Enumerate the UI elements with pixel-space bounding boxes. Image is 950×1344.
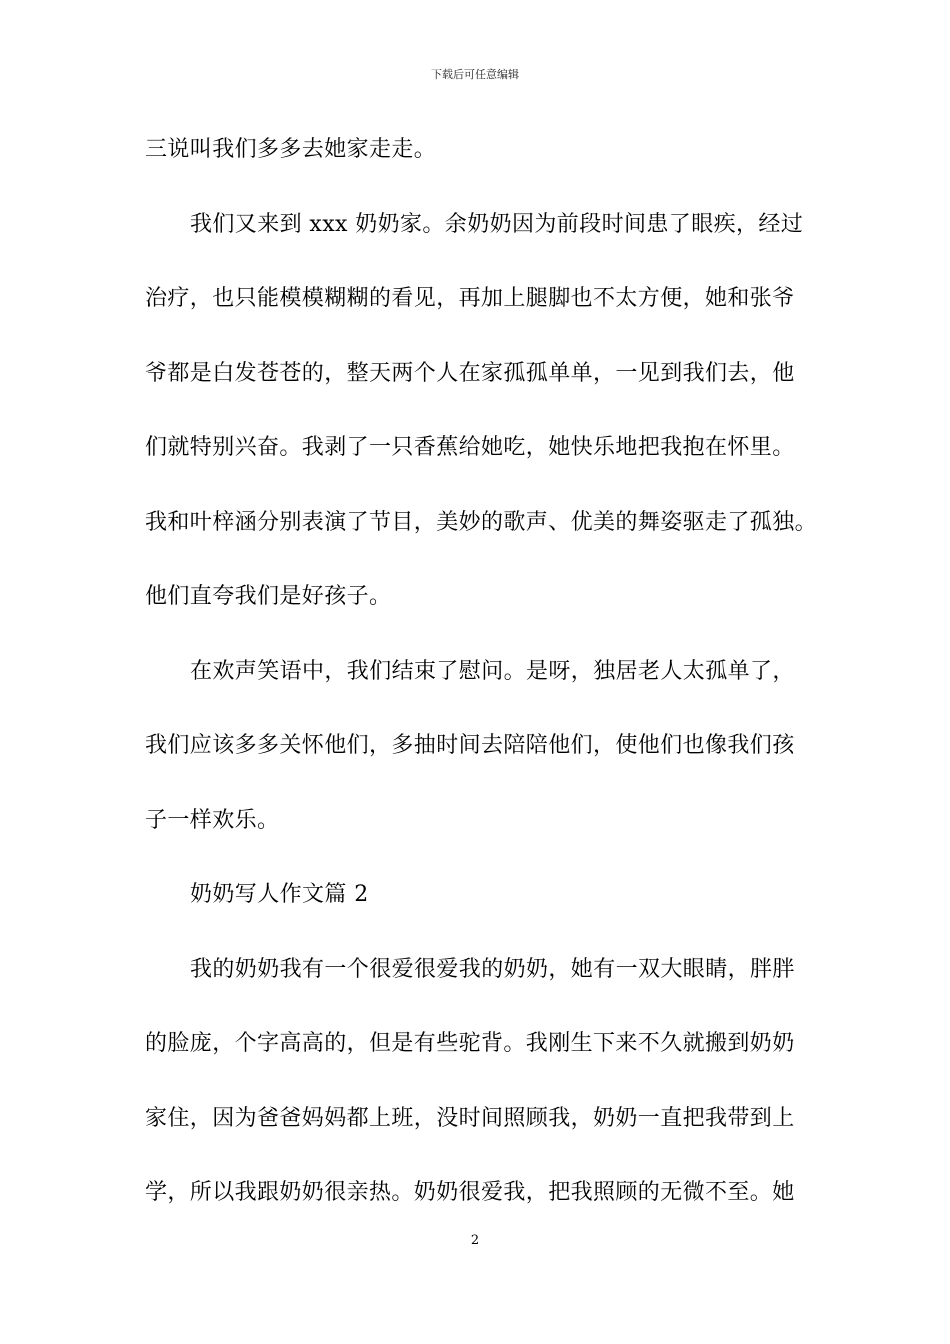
text-line: 我们又来到 xxx 奶奶家。余奶奶因为前段时间患了眼疾，经过 [190, 211, 804, 237]
text-line: 学，所以我跟奶奶很亲热。奶奶很爱我，把我照顾的无微不至。她 [145, 1180, 795, 1205]
text-line: 在欢声笑语中，我们结束了慰问。是呀，独居老人太孤单了， [190, 658, 795, 684]
text-line: 的脸庞，个字高高的，但是有些驼背。我刚生下来不久就搬到奶奶 [145, 1031, 795, 1056]
text-line: 我的奶奶我有一个很爱很爱我的奶奶，她有一双大眼睛，胖胖 [190, 956, 795, 982]
text-line: 他们直夸我们是好孩子。 [145, 584, 392, 609]
text-line: 子一样欢乐。 [145, 807, 280, 833]
page-header: 下载后可任意编辑 [431, 68, 519, 81]
text-line: 我们应该多多关怀他们，多抽时间去陪陪他们，使他们也像我们孩 [145, 733, 795, 758]
section-heading: 奶奶写人作文篇 2 [190, 882, 369, 907]
text-line: 我和叶梓涵分别表演了节目，美妙的歌声、优美的舞姿驱走了孤独。 [145, 509, 818, 535]
text-line: 家住，因为爸爸妈妈都上班，没时间照顾我，奶奶一直把我带到上 [145, 1105, 795, 1131]
document-body [145, 130, 825, 1248]
text-line: 三说叫我们多多去她家走走。 [145, 137, 437, 162]
text-line: 治疗，也只能模模糊糊的看见，再加上腿脚也不太方便，她和张爷 [145, 286, 795, 311]
text-line: 们就特别兴奋。我剥了一只香蕉给她吃，她快乐地把我抱在怀里。 [145, 435, 795, 460]
page-number: 2 [470, 1233, 480, 1248]
text-line: 爷都是白发苍苍的，整天两个人在家孤孤单单，一见到我们去，他 [145, 360, 795, 386]
